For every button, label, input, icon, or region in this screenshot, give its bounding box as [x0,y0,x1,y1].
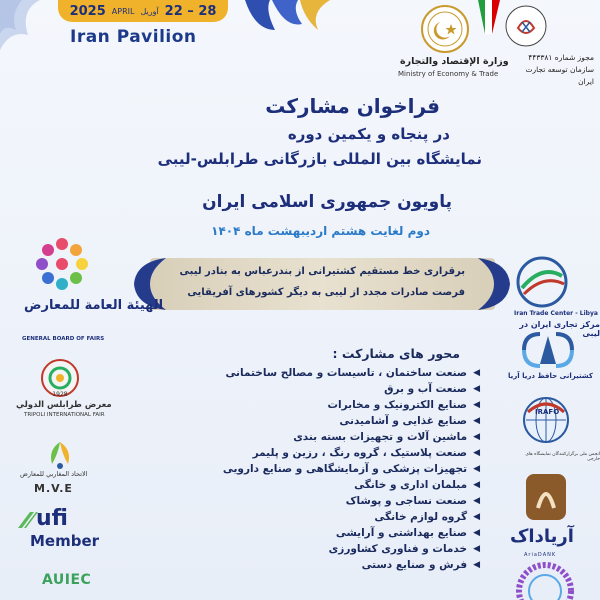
tpo-logo-icon [504,4,548,48]
shipping-name-persian: کشتیرانی حافظ دریا آریا [508,372,594,380]
tif-year: 1928 [52,391,68,398]
banner-line-1: برقراری خط مستقیم کشتیرانی از بندرعباس به بنادر لیبی [179,266,465,277]
pavilion-title: Iran Pavilion [70,27,197,47]
iran-flag-icon [478,0,500,34]
call-title: فراخوان مشارکت [265,94,440,118]
irafo-globe-logo-icon [518,392,574,448]
list-item: صنعت آب و برق ◀ [384,383,480,395]
arrow-left-icon: ◀ [473,368,480,378]
axes-list [180,365,480,573]
general-board-fairs-logo-icon [30,236,94,296]
ufi-stripes-icon [16,508,38,530]
itc-name-persian: مرکز تجاری ایران در لیبی [519,320,600,338]
list-item: تجهیزات پزشکی و آزمایشگاهی و صنایع دارویی ◀ [222,463,480,475]
date-april: APRIL [111,6,135,16]
gbf-name-english: GENERAL BOARD OF FAIRS [22,336,105,342]
fair-logo-icon [240,0,330,40]
hafez-shipping-logo-icon [520,330,576,370]
arrow-left-icon: ◀ [473,560,480,570]
aria-dank-logo-icon [522,472,570,522]
banner-ornament-right-icon [478,252,512,316]
arrow-left-icon: ◀ [473,432,480,442]
iran-trade-center-logo-icon [510,254,574,310]
mve-name-arabic: الاتحاد المغاربي للمعارض [20,470,88,478]
gbf-name-arabic: الهيئة العامة للمعارض [24,298,164,313]
mve-logo-icon [42,440,78,470]
arrow-left-icon: ◀ [473,464,480,474]
arrow-left-icon: ◀ [473,544,480,554]
aria-dank-name: آریاداک [510,526,574,547]
banner-line-2: فرصت صادرات مجدد از لیبی به دیگر کشورهای آفریقایی [187,287,465,298]
aria-dank-latin: AriaDANK [524,552,557,558]
list-item: ماشین آلات و تجهیزات بسته بندی ◀ [293,431,480,443]
list-item: فرش و صنایع دستی ◀ [361,559,480,571]
list-item: خدمات و فناوری کشاورزی ◀ [328,543,480,555]
ministry-name-arabic: وزارة الإقتصاد والتجارة [400,56,509,67]
corner-ornament-icon [0,0,40,70]
arrow-left-icon: ◀ [473,512,480,522]
arrow-left-icon: ◀ [473,480,480,490]
arrow-left-icon: ◀ [473,496,480,506]
date-line: دوم لغایت هشتم اردیبهشت ماه ۱۴۰۴ [211,224,430,238]
permit-number: مجوز شماره ۴۴۳۳۸۱ [528,53,594,62]
mve-label: M.V.E [34,482,73,495]
date-year: 2025 [69,3,106,19]
pavilion-line: پاویون جمهوری اسلامی ایران [202,192,452,212]
list-item: صنعت ساختمان ، تاسیسات و مصالح ساختمانی ◀ [225,367,480,379]
date-badge [58,0,228,22]
irafo-subtitle: انجمن ملی برگزارکنندگان نمایشگاه های خارجی [525,452,600,462]
arrow-left-icon: ◀ [473,384,480,394]
permit-info [512,52,594,88]
fair-name-line: نمایشگاه بین المللی بازرگانی طرابلس-لیبی [157,150,482,168]
arrow-left-icon: ◀ [473,416,480,426]
list-item: صنعت پلاستیک ، گروه رنگ ، رزین و پلیمر ◀ [252,447,480,459]
ministry-name-english: Ministry of Economy & Trade [398,70,499,78]
list-item: مبلمان اداری و خانگی ◀ [354,479,480,491]
date-range: 22 – 28 [164,3,217,19]
list-item: صنایع بهداشتی و آرایشی ◀ [335,527,480,539]
list-item: صنعت نساجی و پوشاک ◀ [345,495,480,507]
arrow-left-icon: ◀ [473,528,480,538]
date-fa: آوریل [140,6,159,16]
permit-org: سازمان توسعه تجارت ایران [525,65,594,86]
tif-name-english: TRIPOLI INTERNATIONAL FAIR [24,412,105,418]
list-item: صنایع الکترونیک و مخابرات ◀ [327,399,480,411]
edition-line: در پنجاه و یکمین دوره [287,125,450,143]
irafo-label: IRAFO [535,408,560,416]
tripoli-fair-logo-icon [40,358,80,398]
list-item: گروه لوازم خانگی ◀ [374,511,480,523]
list-item: صنایع غذایی و آشامیدنی ◀ [339,415,480,427]
ufi-label: ufi [36,506,68,531]
itc-name-english: Iran Trade Center - Libya [514,310,598,317]
axes-title: محور های مشارکت : [332,346,460,361]
arrow-left-icon: ◀ [473,400,480,410]
arrow-left-icon: ◀ [473,448,480,458]
circular-text-logo-icon [510,556,580,600]
auiec-label: AUIEC [42,572,92,588]
ufi-member-label: Member [30,532,100,550]
tif-name-arabic: معرض طرابلس الدولي [16,400,112,410]
libya-ministry-emblem-icon [420,4,470,54]
